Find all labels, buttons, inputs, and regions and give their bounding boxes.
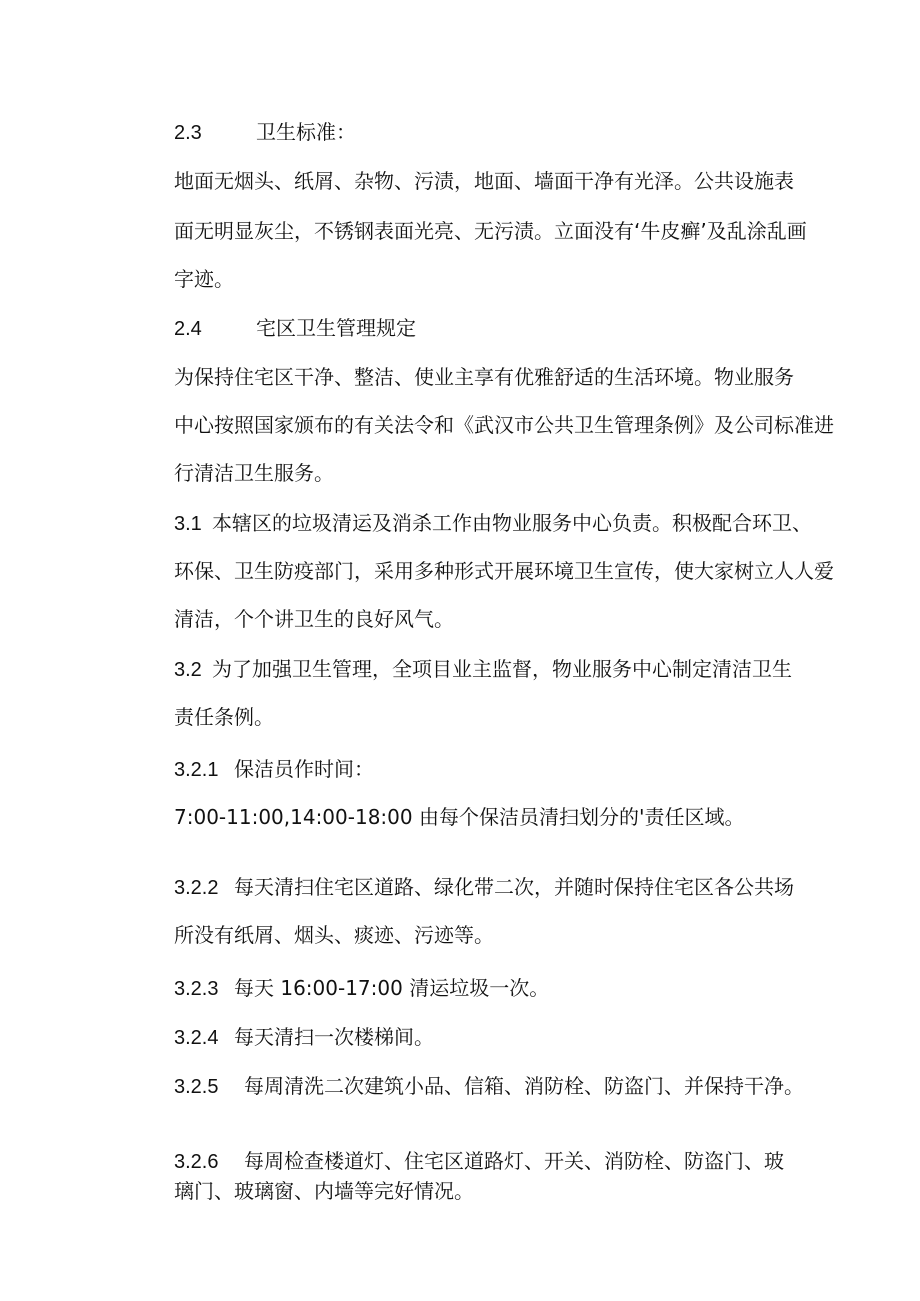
clause-text: 每周清洗二次建筑小品、信箱、消防栓、防盗门、并保持干净。 xyxy=(244,1074,804,1098)
paragraph-line: 面无明显灰尘，不锈钢表面光亮、无污渍。立面没有‘牛皮癣’及乱涂乱画 xyxy=(174,219,807,243)
paragraph-line: 环保、卫生防疫部门，采用多种形式开展环境卫生宣传，使大家树立人人爱 xyxy=(174,559,834,583)
section-number: 3.2.1 xyxy=(174,759,219,781)
paragraph-line: 本辖区的垃圾清运及消杀工作由物业服务中心负责。积极配合环卫、 xyxy=(212,511,812,535)
section-title: 宅区卫生管理规定 xyxy=(256,316,416,340)
paragraph-line: 每周检查楼道灯、住宅区道路灯、开关、消防栓、防盗门、玻 xyxy=(244,1149,784,1173)
section-number: 3.2.2 xyxy=(174,877,219,899)
clause-3-2-3 xyxy=(174,976,549,1001)
paragraph-line: 字迹。 xyxy=(174,267,234,291)
section-number: 3.1 xyxy=(174,513,202,535)
paragraph-line: 为了加强卫生管理，全项目业主监督，物业服务中心制定清洁卫生 xyxy=(212,657,792,681)
section-number: 3.2.5 xyxy=(174,1076,219,1098)
clause-3-2 xyxy=(174,657,792,682)
clause-3-2-6 xyxy=(174,1149,784,1174)
paragraph-line: 责任条例。 xyxy=(174,705,274,729)
section-number: 3.2.6 xyxy=(174,1151,219,1173)
paragraph-line: 中心按照国家颁布的有关法令和《武汉市公共卫生管理条例》及公司标准进 xyxy=(174,413,834,437)
section-number: 3.2.4 xyxy=(174,1027,219,1049)
clause-3-2-2 xyxy=(174,875,794,900)
clause-3-1 xyxy=(174,511,812,536)
section-number: 3.2 xyxy=(174,659,202,681)
paragraph-line: 所没有纸屑、烟头、痰迹、污迹等。 xyxy=(174,923,494,947)
paragraph-line: 璃门、玻璃窗、内墙等完好情况。 xyxy=(174,1179,474,1203)
heading-2-4 xyxy=(174,316,416,341)
paragraph-line: 清洁，个个讲卫生的良好风气。 xyxy=(174,607,454,631)
section-number: 2.4 xyxy=(174,318,202,340)
clause-text: 每天清扫一次楼梯间。 xyxy=(234,1025,434,1049)
paragraph-line: 行清洁卫生服务。 xyxy=(174,461,334,485)
paragraph-line: 地面无烟头、纸屑、杂物、污渍，地面、墙面干净有光泽。公共设施表 xyxy=(174,169,794,193)
clause-3-2-5 xyxy=(174,1074,804,1099)
heading-2-3 xyxy=(174,120,356,145)
clause-title: 保洁员作时间： xyxy=(234,757,374,781)
clause-3-2-4 xyxy=(174,1025,434,1050)
section-title: 卫生标准： xyxy=(256,120,356,144)
paragraph-line: 为保持住宅区干净、整洁、使业主享有优雅舒适的生活环境。物业服务 xyxy=(174,365,794,389)
clause-text: 每天 16:00-17:00 清运垃圾一次。 xyxy=(234,976,550,1000)
paragraph-line: 7:00-11:00,14:00-18:00 由每个保洁员清扫划分的'责任区域。 xyxy=(174,805,745,829)
clause-3-2-1 xyxy=(174,757,374,782)
paragraph-line: 每天清扫住宅区道路、绿化带二次，并随时保持住宅区各公共场 xyxy=(234,875,794,899)
section-number: 3.2.3 xyxy=(174,978,219,1000)
section-number: 2.3 xyxy=(174,122,202,144)
